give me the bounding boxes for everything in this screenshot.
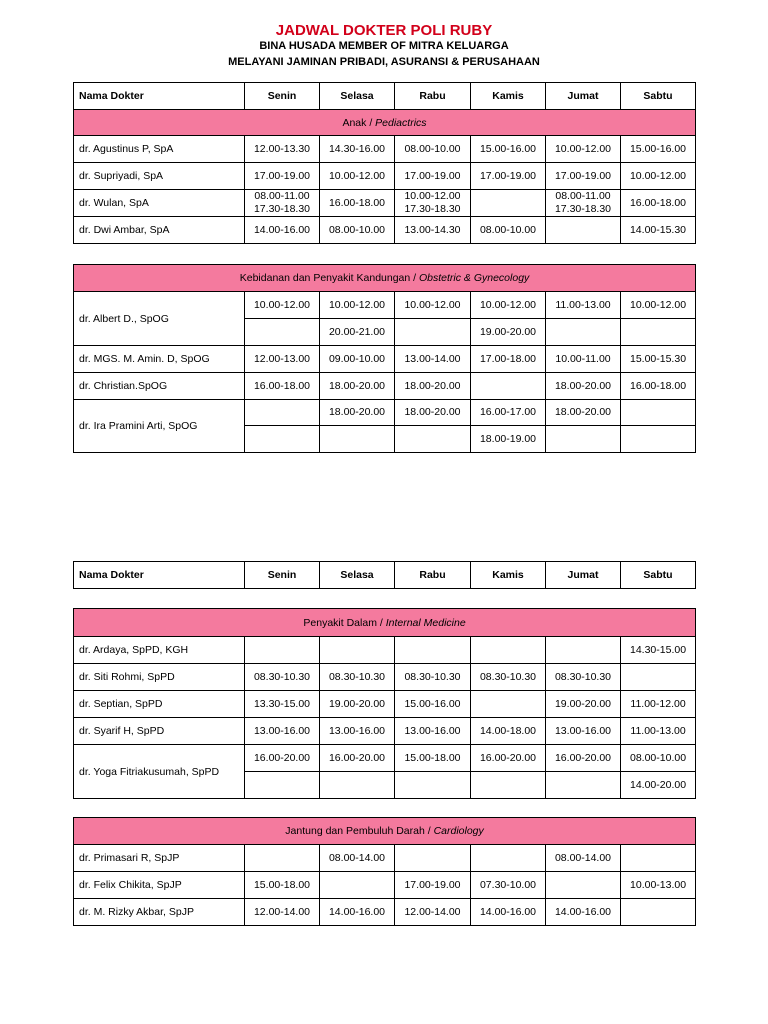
cardio-table: [73, 817, 696, 926]
time-cell: [320, 772, 395, 799]
time-cell: 08.00-10.00: [395, 136, 471, 163]
time-cell: 17.00-19.00: [395, 872, 471, 899]
col-header-kamis: Kamis: [471, 83, 546, 110]
doctor-name: dr. MGS. M. Amin. D, SpOG: [74, 346, 245, 373]
doctor-name: dr. Ardaya, SpPD, KGH: [74, 637, 245, 664]
time-cell: 13.00-16.00: [546, 718, 621, 745]
time-cell: 14.00-16.00: [546, 899, 621, 926]
col-header-senin: Senin: [245, 562, 320, 589]
col-header-jumat: Jumat: [546, 562, 621, 589]
time-cell: 10.00-12.00 17.30-18.30: [395, 190, 471, 217]
header-table-1: [73, 82, 696, 244]
col-header-jumat: Jumat: [546, 83, 621, 110]
time-cell: 19.00-20.00: [471, 319, 546, 346]
time-cell: 08.00-10.00: [621, 745, 696, 772]
time-cell: [471, 373, 546, 400]
doctor-name: dr. Septian, SpPD: [74, 691, 245, 718]
time-cell: 10.00-12.00: [395, 292, 471, 319]
time-cell: [245, 637, 320, 664]
col-header-selasa: Selasa: [320, 83, 395, 110]
page-title: JADWAL DOKTER POLI RUBY: [275, 22, 493, 39]
time-cell: 11.00-12.00: [621, 691, 696, 718]
time-cell: 12.00-14.00: [245, 899, 320, 926]
time-cell: [245, 845, 320, 872]
time-cell: [546, 426, 621, 453]
time-cell: [471, 637, 546, 664]
time-cell: 12.00-13.00: [245, 346, 320, 373]
time-cell: 16.00-18.00: [621, 190, 696, 217]
col-header-sabtu: Sabtu: [621, 562, 696, 589]
time-cell: 08.00-10.00: [471, 217, 546, 244]
time-cell: 17.00-19.00: [471, 163, 546, 190]
time-cell: 19.00-20.00: [546, 691, 621, 718]
interna-table: [73, 608, 696, 799]
time-cell: 08.30-10.30: [320, 664, 395, 691]
time-cell: 10.00-12.00: [621, 292, 696, 319]
time-cell: [245, 772, 320, 799]
time-cell: 08.00-10.00: [320, 217, 395, 244]
table-row: [74, 899, 696, 926]
table-row: [74, 637, 696, 664]
time-cell: 16.00-18.00: [621, 373, 696, 400]
time-cell: 15.00-18.00: [245, 872, 320, 899]
time-cell: 16.00-20.00: [471, 745, 546, 772]
table-row: [74, 872, 696, 899]
time-cell: [395, 772, 471, 799]
section-title-interna: Penyakit Dalam / Internal Medicine: [74, 609, 696, 637]
time-cell: 10.00-12.00: [621, 163, 696, 190]
time-cell: 14.00-16.00: [471, 899, 546, 926]
time-cell: [245, 400, 320, 426]
doctor-name: dr. Christian.SpOG: [74, 373, 245, 400]
table-row: [74, 373, 696, 400]
time-cell: [621, 845, 696, 872]
col-header-doctor: Nama Dokter: [74, 83, 245, 110]
time-cell: 09.00-10.00: [320, 346, 395, 373]
time-cell: 13.00-16.00: [245, 718, 320, 745]
time-cell: 08.00-14.00: [546, 845, 621, 872]
time-cell: 16.00-18.00: [245, 373, 320, 400]
time-cell: 17.00-18.00: [471, 346, 546, 373]
time-cell: 18.00-20.00: [395, 400, 471, 426]
doctor-name: dr. Wulan, SpA: [74, 190, 245, 217]
table-row: [74, 745, 696, 772]
time-cell: 16.00-20.00: [320, 745, 395, 772]
time-cell: 13.00-14.30: [395, 217, 471, 244]
col-header-doctor: Nama Dokter: [74, 562, 245, 589]
col-header-rabu: Rabu: [395, 83, 471, 110]
time-cell: 17.00-19.00: [245, 163, 320, 190]
time-cell: 08.30-10.30: [395, 664, 471, 691]
time-cell: 14.00-15.30: [621, 217, 696, 244]
doctor-name: dr. Yoga Fitriakusumah, SpPD: [74, 745, 245, 799]
time-cell: [546, 319, 621, 346]
doctor-name: dr. Felix Chikita, SpJP: [74, 872, 245, 899]
section-title-obgyn: Kebidanan dan Penyakit Kandungan / Obstetric & Gynecology: [74, 265, 696, 292]
time-cell: 10.00-12.00: [245, 292, 320, 319]
time-cell: 13.00-14.00: [395, 346, 471, 373]
time-cell: 07.30-10.00: [471, 872, 546, 899]
time-cell: [395, 845, 471, 872]
section-title-anak: Anak / Pediactrics: [74, 110, 696, 136]
time-cell: [471, 772, 546, 799]
table-row: [74, 163, 696, 190]
section-title-cardio: Jantung dan Pembuluh Darah / Cardiology: [74, 818, 696, 845]
page-subtitle-hospital: BINA HUSADA MEMBER OF MITRA KELUARGA: [259, 40, 509, 52]
time-cell: [320, 426, 395, 453]
obgyn-table: [73, 264, 696, 453]
table-row: [74, 691, 696, 718]
time-cell: 13.30-15.00: [245, 691, 320, 718]
time-cell: [245, 319, 320, 346]
time-cell: [546, 872, 621, 899]
time-cell: [621, 426, 696, 453]
col-header-sabtu: Sabtu: [621, 83, 696, 110]
time-cell: 13.00-16.00: [395, 718, 471, 745]
time-cell: 18.00-20.00: [320, 373, 395, 400]
time-cell: [320, 872, 395, 899]
time-cell: [621, 664, 696, 691]
time-cell: 17.00-19.00: [546, 163, 621, 190]
time-cell: [546, 772, 621, 799]
time-cell: 20.00-21.00: [320, 319, 395, 346]
col-header-kamis: Kamis: [471, 562, 546, 589]
time-cell: 15.00-15.30: [621, 346, 696, 373]
time-cell: 08.30-10.30: [471, 664, 546, 691]
time-cell: 08.00-11.00 17.30-18.30: [245, 190, 320, 217]
time-cell: [395, 637, 471, 664]
col-header-rabu: Rabu: [395, 562, 471, 589]
time-cell: [395, 319, 471, 346]
col-header-selasa: Selasa: [320, 562, 395, 589]
time-cell: 10.00-13.00: [621, 872, 696, 899]
time-cell: 16.00-20.00: [546, 745, 621, 772]
time-cell: 13.00-16.00: [320, 718, 395, 745]
time-cell: 18.00-20.00: [546, 400, 621, 426]
doctor-name: dr. Ira Pramini Arti, SpOG: [74, 400, 245, 453]
time-cell: 08.30-10.30: [245, 664, 320, 691]
time-cell: 08.30-10.30: [546, 664, 621, 691]
table-row: [74, 718, 696, 745]
doctor-name: dr. Supriyadi, SpA: [74, 163, 245, 190]
time-cell: [621, 400, 696, 426]
time-cell: 12.00-13.30: [245, 136, 320, 163]
doctor-name: dr. Dwi Ambar, SpA: [74, 217, 245, 244]
time-cell: 15.00-18.00: [395, 745, 471, 772]
time-cell: 10.00-12.00: [320, 292, 395, 319]
time-cell: [621, 319, 696, 346]
time-cell: 10.00-12.00: [546, 136, 621, 163]
time-cell: 11.00-13.00: [621, 718, 696, 745]
time-cell: 19.00-20.00: [320, 691, 395, 718]
time-cell: 17.00-19.00: [395, 163, 471, 190]
table-row: [74, 845, 696, 872]
time-cell: 18.00-20.00: [395, 373, 471, 400]
time-cell: 15.00-16.00: [471, 136, 546, 163]
time-cell: 18.00-19.00: [471, 426, 546, 453]
doctor-name: dr. M. Rizky Akbar, SpJP: [74, 899, 245, 926]
col-header-senin: Senin: [245, 83, 320, 110]
time-cell: [621, 899, 696, 926]
time-cell: 10.00-12.00: [320, 163, 395, 190]
table-row: [74, 346, 696, 373]
doctor-name: dr. Albert D., SpOG: [74, 292, 245, 346]
time-cell: 18.00-20.00: [546, 373, 621, 400]
table-row: [74, 136, 696, 163]
time-cell: [245, 426, 320, 453]
time-cell: 08.00-14.00: [320, 845, 395, 872]
table-row: [74, 190, 696, 217]
table-row: [74, 217, 696, 244]
doctor-name: dr. Syarif H, SpPD: [74, 718, 245, 745]
time-cell: 14.00-16.00: [245, 217, 320, 244]
table-row: [74, 664, 696, 691]
page-subtitle-services: MELAYANI JAMINAN PRIBADI, ASURANSI & PERUSAHAAN: [228, 56, 540, 68]
time-cell: 12.00-14.00: [395, 899, 471, 926]
time-cell: [395, 426, 471, 453]
time-cell: 14.30-16.00: [320, 136, 395, 163]
header-table-2: [73, 561, 696, 589]
time-cell: [546, 217, 621, 244]
time-cell: 18.00-20.00: [320, 400, 395, 426]
table-row: [74, 292, 696, 319]
doctor-name: dr. Agustinus P, SpA: [74, 136, 245, 163]
time-cell: 14.00-16.00: [320, 899, 395, 926]
time-cell: [471, 190, 546, 217]
time-cell: 10.00-12.00: [471, 292, 546, 319]
time-cell: 16.00-17.00: [471, 400, 546, 426]
time-cell: [471, 845, 546, 872]
time-cell: 14.00-18.00: [471, 718, 546, 745]
time-cell: 15.00-16.00: [395, 691, 471, 718]
time-cell: 08.00-11.00 17.30-18.30: [546, 190, 621, 217]
time-cell: 14.00-20.00: [621, 772, 696, 799]
time-cell: 16.00-20.00: [245, 745, 320, 772]
time-cell: 15.00-16.00: [621, 136, 696, 163]
doctor-name: dr. Primasari R, SpJP: [74, 845, 245, 872]
time-cell: 16.00-18.00: [320, 190, 395, 217]
time-cell: [320, 637, 395, 664]
time-cell: 11.00-13.00: [546, 292, 621, 319]
time-cell: 14.30-15.00: [621, 637, 696, 664]
time-cell: 10.00-11.00: [546, 346, 621, 373]
doctor-name: dr. Siti Rohmi, SpPD: [74, 664, 245, 691]
time-cell: [471, 691, 546, 718]
table-row: [74, 400, 696, 426]
time-cell: [546, 637, 621, 664]
